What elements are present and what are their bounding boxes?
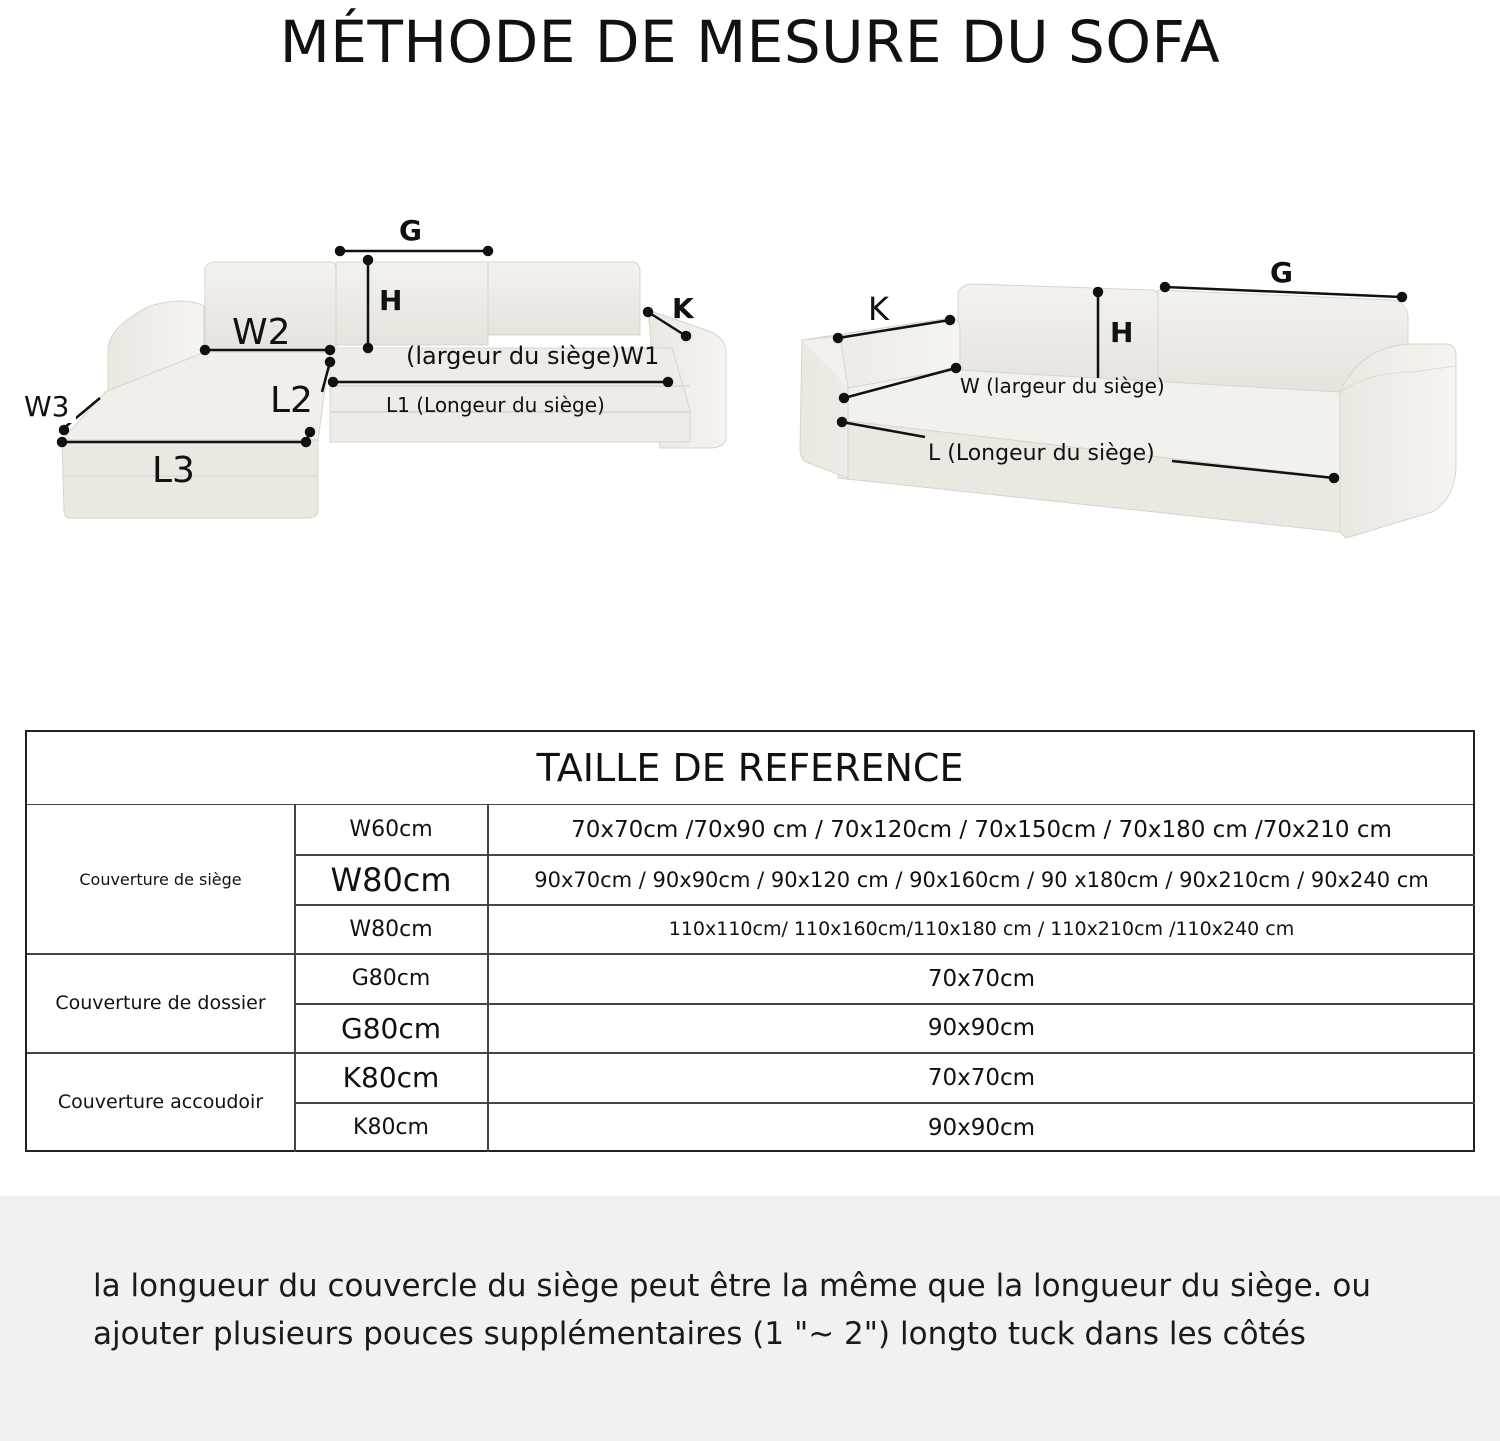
right-label-w: W (largeur du siège) <box>960 374 1165 398</box>
left-back-cushion-3 <box>488 262 640 335</box>
table-title: TAILLE DE REFERENCE <box>27 732 1473 805</box>
left-label-g: G <box>399 214 422 247</box>
note-line-2: ajouter plusieurs pouces supplémentaires (1 "~ 2") longto tuck dans les côtés <box>93 1316 1306 1352</box>
size-cell: G80cm <box>341 1011 441 1045</box>
left-label-h: H <box>379 284 403 317</box>
group-back-cover: Couverture de dossier <box>55 991 266 1014</box>
size-cell: W80cm <box>349 916 433 942</box>
values-cell: 70x70cm <box>927 1064 1036 1091</box>
values-cell: 90x90cm <box>927 1114 1036 1141</box>
size-cell: W80cm <box>330 860 452 899</box>
values-cell: 90x90cm <box>927 1015 1036 1041</box>
size-cell: W60cm <box>349 817 433 842</box>
values-cell: 90x70cm / 90x90cm / 90x120 cm / 90x160cm / 90 x180cm / 90x210cm / 90x240 cm <box>534 867 1429 892</box>
right-label-h: H <box>1110 316 1134 349</box>
values-cell: 110x110cm/ 110x160cm/110x180 cm / 110x210cm /110x240 cm <box>668 918 1295 940</box>
left-label-w2: W2 <box>232 312 291 353</box>
size-cell: G80cm <box>351 966 431 991</box>
left-label-l1: L1 (Longeur du siège) <box>386 393 605 417</box>
left-label-k: K <box>672 292 694 325</box>
sofa-diagrams <box>0 0 1500 700</box>
size-cell: K80cm <box>353 1115 429 1140</box>
note-line-1: la longueur du couvercle du siège peut être la même que la longueur du siège. ou <box>93 1268 1372 1304</box>
right-right-armrest <box>1340 344 1456 538</box>
group-seat-cover: Couverture de siège <box>79 869 242 889</box>
values-cell: 70x70cm /70x90 cm / 70x120cm / 70x150cm / 70x180 cm /70x210 cm <box>571 816 1392 843</box>
left-label-w3: W3 <box>24 390 76 423</box>
size-cell: K80cm <box>342 1061 440 1094</box>
reference-size-table <box>25 730 1475 1152</box>
right-label-l: L (Longeur du siège) <box>928 441 1155 466</box>
measurement-note <box>93 1262 1413 1358</box>
left-label-l3: L3 <box>152 450 195 491</box>
left-label-w1: (largeur du siège)W1 <box>406 342 660 370</box>
values-cell: 70x70cm <box>927 965 1036 992</box>
page-title: MÉTHODE DE MESURE DU SOFA <box>279 8 1221 76</box>
right-label-g: G <box>1270 256 1293 289</box>
left-label-l2: L2 <box>270 380 313 421</box>
left-back-cushion-2 <box>336 262 488 345</box>
right-label-k: K <box>868 290 889 328</box>
group-armrest-cover: Couverture accoudoir <box>57 1091 264 1113</box>
